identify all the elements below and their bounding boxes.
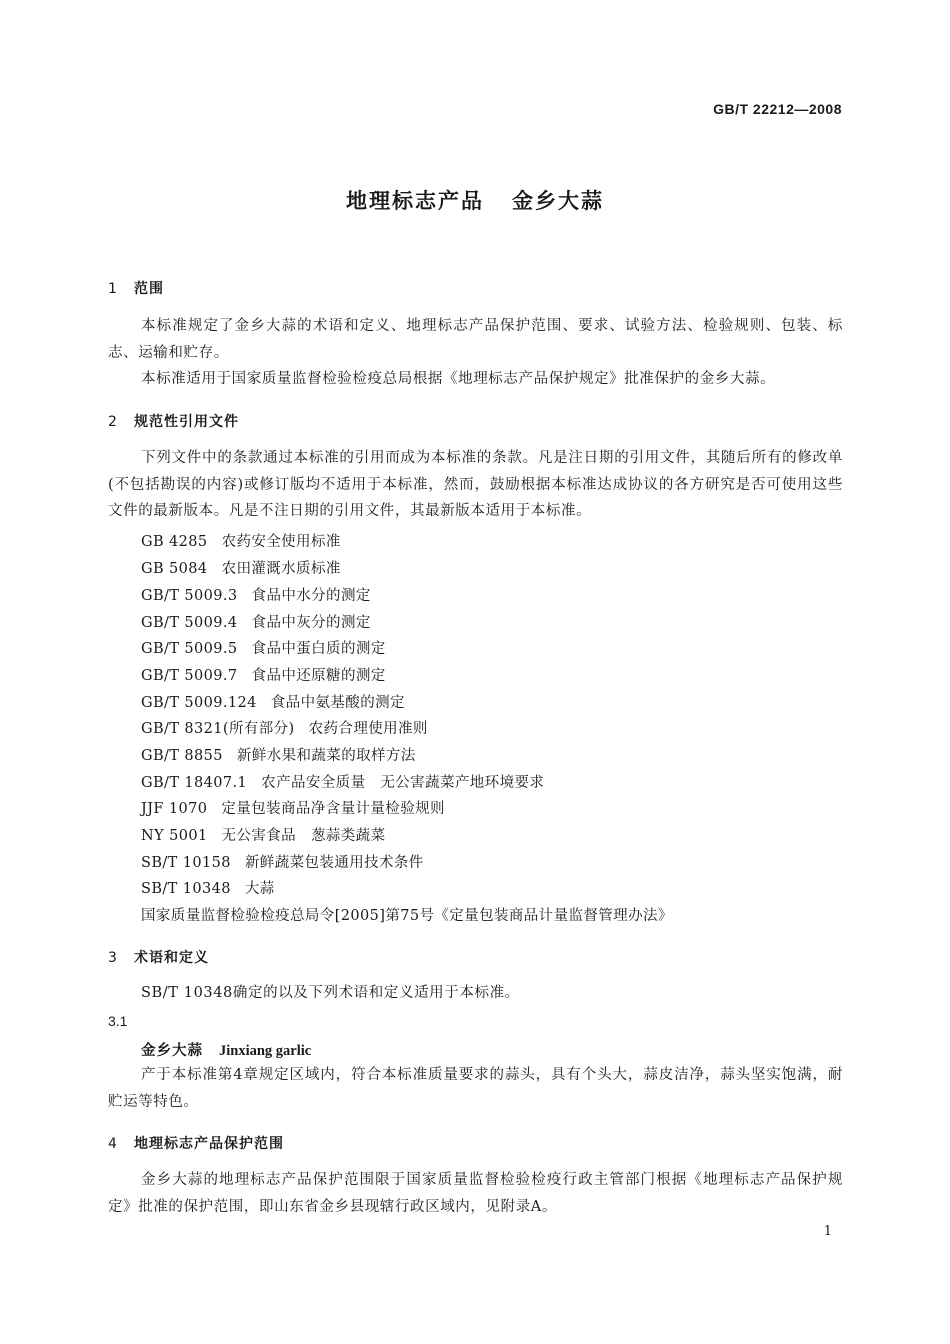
term-heading — [141, 1039, 311, 1060]
reference-item: GB/T 5009.4 食品中灰分的测定 — [141, 615, 371, 631]
document-title — [0, 185, 950, 215]
reference-item: NY 5001 无公害食品 葱蒜类蔬菜 — [141, 828, 386, 844]
section-3-paragraph-1: SB/T 10348确定的以及下列术语和定义适用于本标准。 — [141, 985, 520, 1001]
section-4-paragraph-1: 金乡大蒜的地理标志产品保护范围限于国家质量监督检验检疫行政主管部门根据《地理标志产品保护规定》批准的保护范围，即山东省金乡县现辖行政区域内，见附录A。 — [108, 1172, 843, 1215]
standard-number: GB/T 22212—2008 — [713, 101, 842, 117]
reference-item: GB 5084 农田灌溉水质标准 — [141, 561, 341, 577]
section-1-heading — [108, 278, 164, 298]
reference-item: GB/T 8855 新鲜水果和蔬菜的取样方法 — [141, 748, 416, 764]
reference-item: SB/T 10348 大蒜 — [141, 881, 275, 897]
section-3-heading — [108, 947, 209, 967]
reference-item: GB/T 5009.7 食品中还原糖的测定 — [141, 668, 386, 684]
page-number: 1 — [823, 1224, 832, 1239]
section-number: 2 — [108, 414, 118, 430]
section-4-heading — [108, 1133, 284, 1153]
reference-item: GB/T 8321(所有部分) 农药合理使用准则 — [141, 721, 428, 737]
term-chinese: 金乡大蒜 — [141, 1043, 203, 1059]
reference-item: GB/T 5009.3 食品中水分的测定 — [141, 588, 371, 604]
section-1-paragraph-2: 本标准适用于国家质量监督检验检疫总局根据《地理标志产品保护规定》批准保护的金乡大蒜。 — [141, 371, 776, 387]
term-definition: 产于本标准第4章规定区域内，符合本标准质量要求的蒜头，具有个头大，蒜皮洁净，蒜头坚实饱满，耐贮运等特色。 — [108, 1067, 843, 1110]
section-1-paragraph-1: 本标准规定了金乡大蒜的术语和定义、地理标志产品保护范围、要求、试验方法、检验规则、包装、标志、运输和贮存。 — [108, 318, 843, 361]
section-title: 规范性引用文件 — [134, 414, 239, 430]
section-number: 4 — [108, 1136, 118, 1152]
reference-item: JJF 1070 定量包装商品净含量计量检验规则 — [141, 801, 445, 817]
title-part-1: 地理标志产品 — [346, 189, 484, 213]
reference-item: SB/T 10158 新鲜蔬菜包装通用技术条件 — [141, 855, 424, 871]
reference-item: GB 4285 农药安全使用标准 — [141, 534, 341, 550]
section-number: 3 — [108, 950, 118, 966]
section-title: 术语和定义 — [134, 950, 209, 966]
section-2-heading — [108, 411, 239, 431]
section-2-paragraph-1: 下列文件中的条款通过本标准的引用而成为本标准的条款。凡是注日期的引用文件，其随后所有的修改单(不包括勘误的内容)或修订版均不适用于本标准，然而，鼓励根据本标准达成协议的各方研究是否可使用这些文件的最新版本。凡是不注日期的引用文件，其最新版本适用于本标准。 — [108, 450, 843, 519]
reference-item: GB/T 5009.124 食品中氨基酸的测定 — [141, 695, 405, 711]
reference-item-decree: 国家质量监督检验检疫总局令[2005]第75号《定量包装商品计量监督管理办法》 — [141, 908, 673, 924]
subsection-number: 3.1 — [108, 1013, 128, 1029]
section-title: 范围 — [134, 281, 164, 297]
section-number: 1 — [108, 281, 118, 297]
section-title: 地理标志产品保护范围 — [134, 1136, 284, 1152]
reference-item: GB/T 18407.1 农产品安全质量 无公害蔬菜产地环境要求 — [141, 775, 545, 791]
term-english: Jinxiang garlic — [219, 1043, 312, 1059]
reference-item: GB/T 5009.5 食品中蛋白质的测定 — [141, 641, 386, 657]
title-part-2: 金乡大蒜 — [512, 189, 604, 213]
